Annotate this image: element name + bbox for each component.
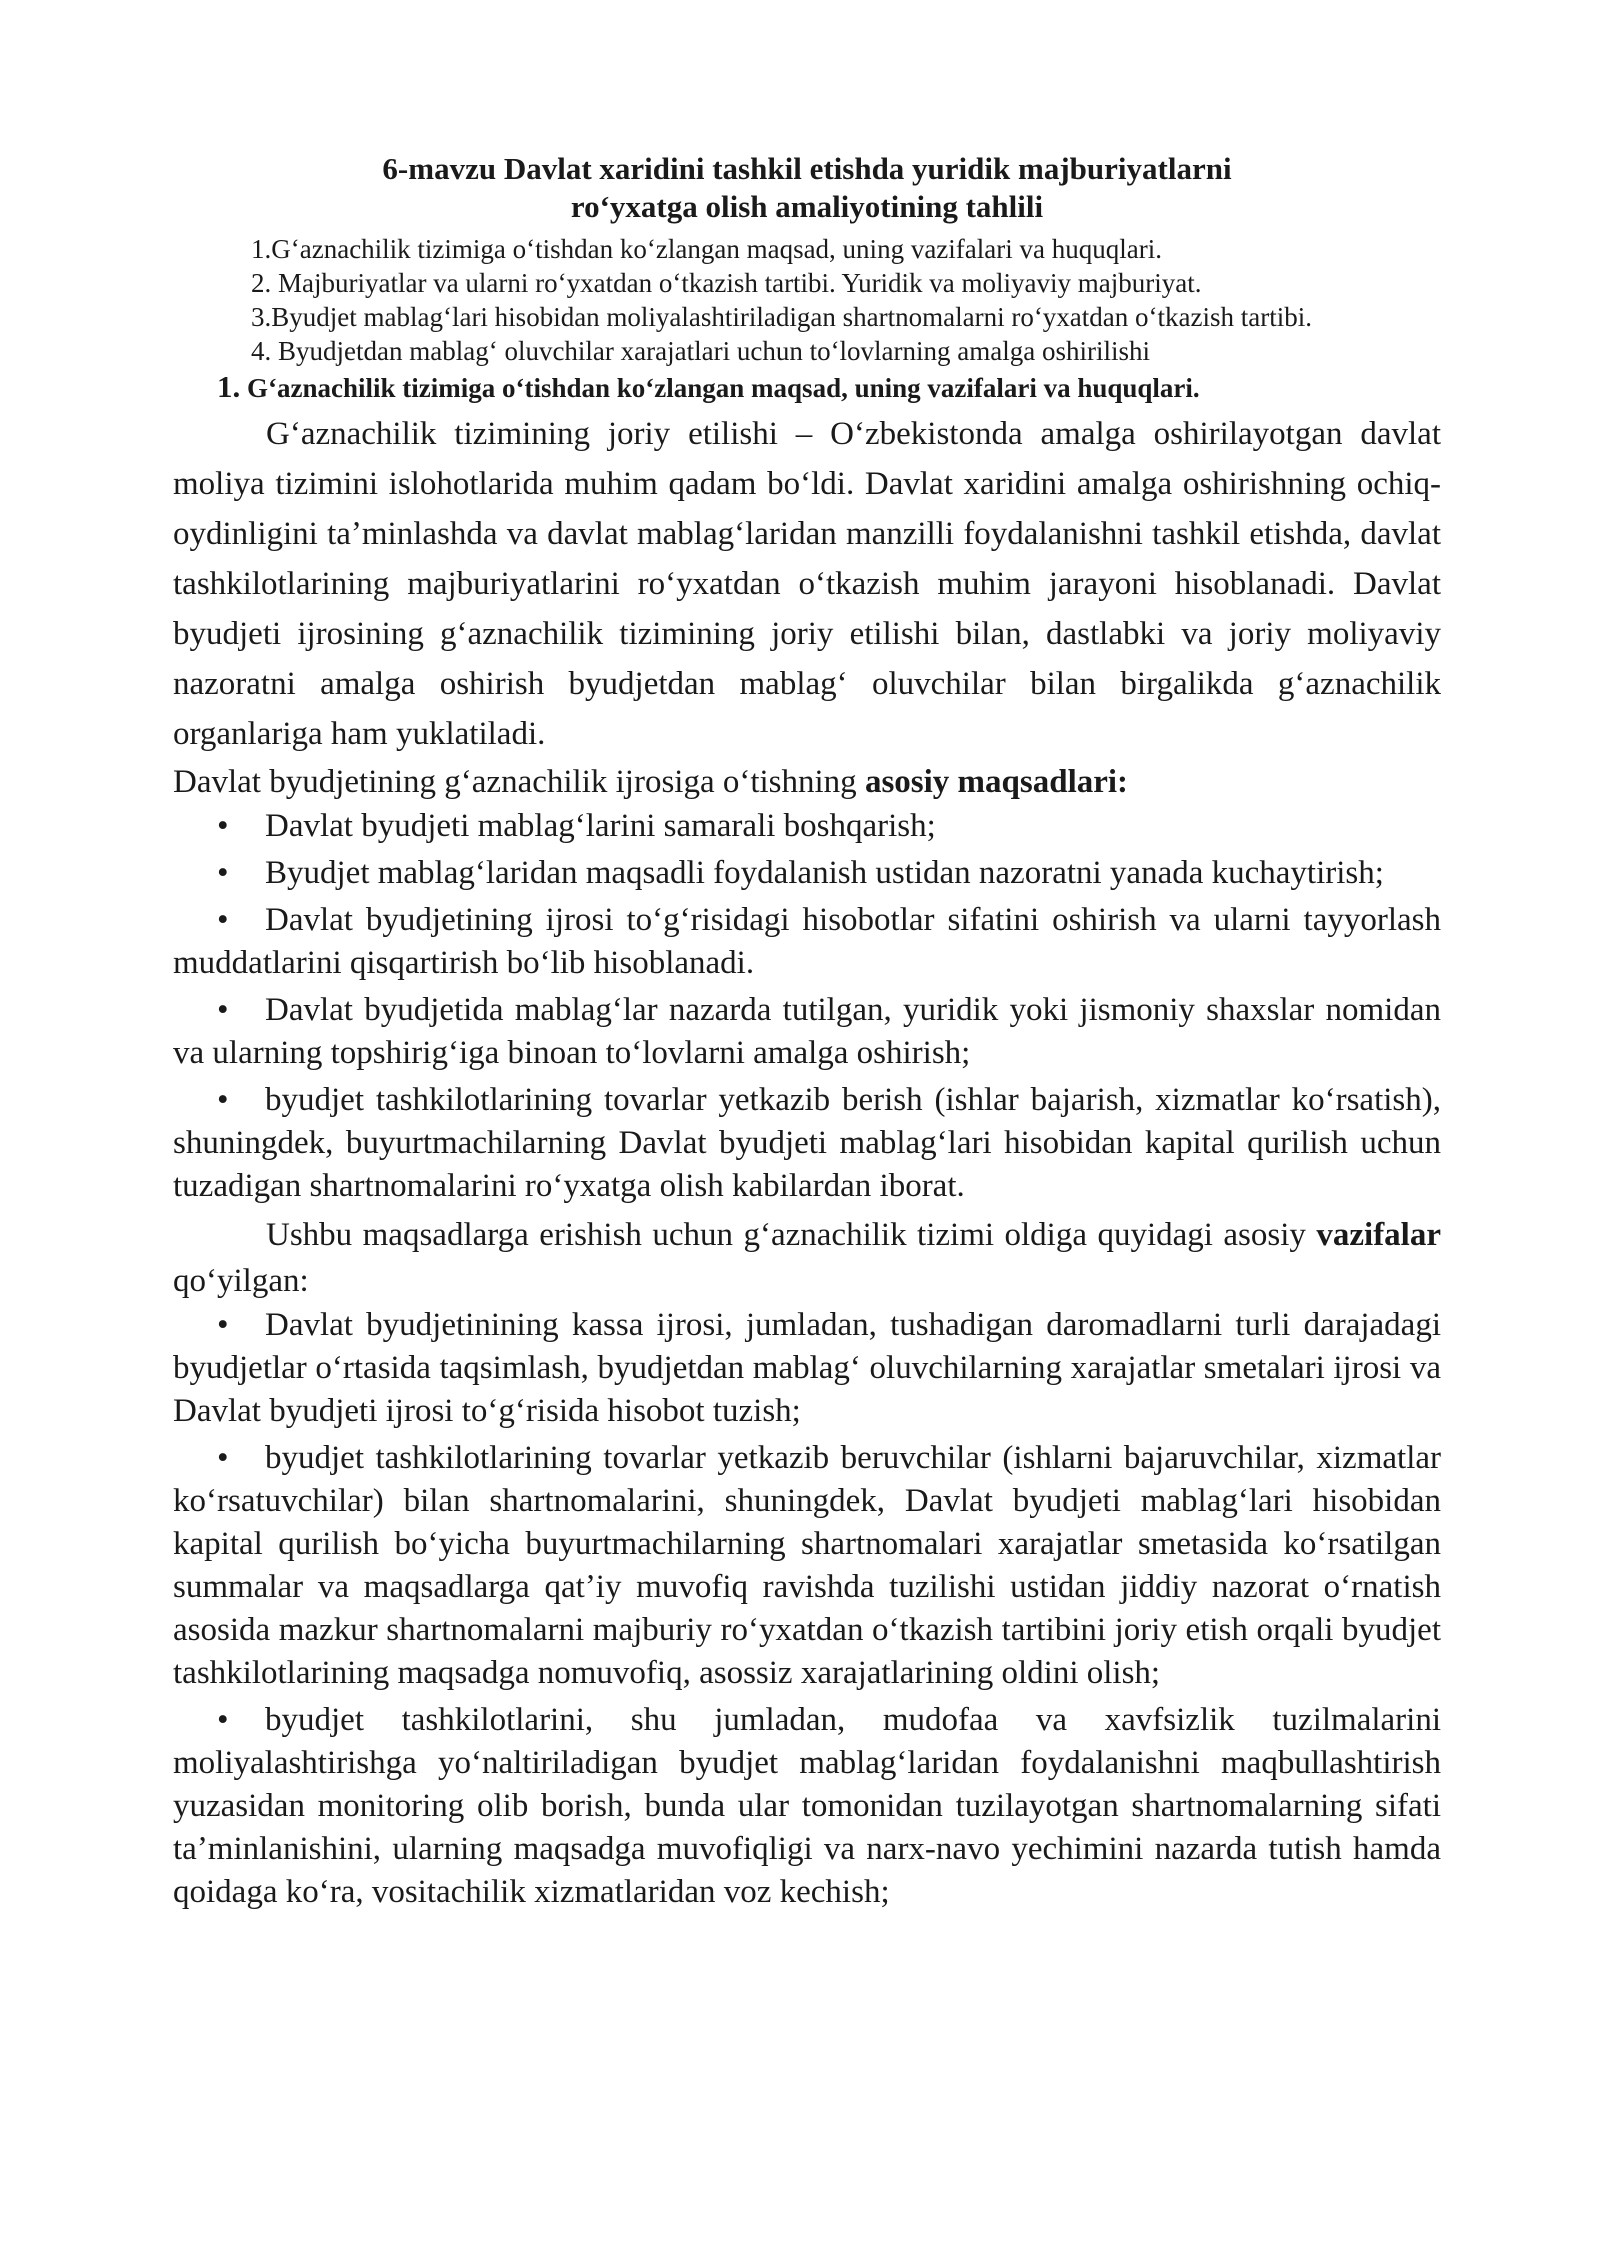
- document-page: [173, 150, 1441, 1918]
- intro-paragraph: Gʻaznachilik tizimining joriy etilishi – Oʻzbekistonda amalga oshirilayotgan davlat moliya tizimini islohotlarida muhim qadam boʻldi. Davlat xaridini amalga oshirishning ochiq-oydinligini taʼminlashda va davlat mablagʻlaridan manzilli foydalanishni tashkil etishda, davlat tashkilotlarining majburiyatlarini roʻyxatdan oʻtkazish muhim jarayoni hisoblanadi. Davlat byudjeti ijrosining gʻaznachilik tizimining joriy etilishi bilan, dastlabki va joriy moliyaviy nazoratni amalga oshirish byudjetdan mablagʻ oluvchilar bilan birgalikda gʻaznachilik organlariga ham yuklatiladi.: [173, 416, 1441, 752]
- bullet-icon: •: [217, 1702, 229, 1738]
- goals-lead-bold: asosiy maqsadlari:: [864, 764, 1129, 800]
- tasks-lead-bold: vazifalar: [1316, 1217, 1441, 1253]
- tasks-list: [173, 1304, 1441, 1914]
- list-item: [173, 805, 1441, 848]
- title-line-1: 6-mavzu Davlat xaridini tashkil etishda yuridik majburiyatlarni: [382, 151, 1232, 186]
- bullet-icon: •: [217, 1082, 229, 1118]
- list-item-text: Davlat byudjetinining kassa ijrosi, jumladan, tushadigan daromadlarni turli darajadagi byudjetlar oʻrtasida taqsimlash, byudjetdan mablagʻ oluvchilarning xarajatlar smetalari ijrosi va Davlat byudjeti ijrosi toʻgʻrisida hisobot tuzish;: [173, 1307, 1441, 1429]
- outline-item: 3.Byudjet mablagʻlari hisobidan moliyalashtiriladigan shartnomalarni roʻyxatdan oʻtkazish tartibi.: [251, 302, 1312, 332]
- tasks-lead-text: Ushbu maqsadlarga erishish uchun gʻaznachilik tizimi oldiga quyidagi asosiy: [266, 1217, 1317, 1253]
- goals-lead: [173, 759, 1441, 805]
- list-item: [173, 1699, 1441, 1914]
- page-title: [173, 150, 1441, 226]
- bullet-icon: •: [217, 902, 229, 938]
- section-heading: [173, 370, 1441, 405]
- list-item: [173, 1079, 1441, 1208]
- goals-list: [173, 805, 1441, 1208]
- list-item-text: byudjet tashkilotlarining tovarlar yetkazib beruvchilar (ishlarni bajaruvchilar, xizmatlar koʻrsatuvchilar) bilan shartnomalarini, shuningdek, Davlat byudjeti mablagʻlari hisobidan kapital qurilish boʻyicha buyurtmachilarning shartnomalari xarajatlar smetasida koʻrsatilgan summalar va maqsadlarga qatʼiy muvofiq ravishda tuzilishi ustidan jiddiy nazorat oʻrnatish asosida mazkur shartnomalarni majburiy roʻyxatdan oʻtkazish tartibini joriy etish orqali byudjet tashkilotlarining maqsadga nomuvofiq, asossiz xarajatlarining oldini olish;: [173, 1440, 1441, 1691]
- list-item: [173, 899, 1441, 985]
- outline-item: 4. Byudjetdan mablagʻ oluvchilar xarajatlari uchun toʻlovlarning amalga oshirilishi: [251, 336, 1151, 366]
- section-number: 1.: [217, 369, 241, 404]
- section-heading-text: Gʻaznachilik tizimiga oʻtishdan koʻzlangan maqsad, uning vazifalari va huquqlari.: [247, 373, 1200, 403]
- tasks-lead: [173, 1212, 1441, 1304]
- list-item: [173, 1437, 1441, 1695]
- bullet-icon: •: [217, 855, 229, 891]
- goals-lead-text: Davlat byudjetining gʻaznachilik ijrosiga oʻtishning: [173, 764, 865, 800]
- title-line-2: roʻyxatga olish amaliyotining tahlili: [570, 189, 1044, 224]
- list-item-text: Davlat byudjetida mablagʻlar nazarda tutilgan, yuridik yoki jismoniy shaxslar nomidan va ularning topshirigʻiga binoan toʻlovlarni amalga oshirish;: [173, 992, 1441, 1071]
- list-item-text: Davlat byudjeti mablagʻlarini samarali boshqarish;: [265, 808, 936, 844]
- topic-outline: [173, 232, 1441, 368]
- list-item: [173, 852, 1441, 895]
- tasks-lead-end: qoʻyilgan:: [173, 1263, 309, 1299]
- outline-item: 1.Gʻaznachilik tizimiga oʻtishdan koʻzlangan maqsad, uning vazifalari va huquqlari.: [251, 234, 1162, 264]
- list-item: [173, 1304, 1441, 1433]
- list-item-text: byudjet tashkilotlarini, shu jumladan, mudofaa va xavfsizlik tuzilmalarini moliyalashtirishga yoʻnaltiriladigan byudjet mablagʻlaridan foydalanishni maqbullashtirish yuzasidan monitoring olib borish, bunda ular tomonidan tuzilayotgan shartnomalarning sifati taʼminlanishini, ularning maqsadga muvofiqligi va narx-navo yechimini nazarda tutish hamda qoidaga koʻra, vositachilik xizmatlaridan voz kechish;: [173, 1702, 1441, 1910]
- list-item-text: Davlat byudjetining ijrosi toʻgʻrisidagi hisobotlar sifatini oshirish va ularni tayyorlash muddatlarini qisqartirish boʻlib hisoblanadi.: [173, 902, 1441, 981]
- outline-item: 2. Majburiyatlar va ularni roʻyxatdan oʻtkazish tartibi. Yuridik va moliyaviy majburiyat.: [251, 268, 1202, 298]
- bullet-icon: •: [217, 808, 229, 844]
- bullet-icon: •: [217, 1440, 229, 1476]
- bullet-icon: •: [217, 992, 229, 1028]
- list-item-text: byudjet tashkilotlarining tovarlar yetkazib berish (ishlar bajarish, xizmatlar koʻrsatish), shuningdek, buyurtmachilarning Davlat byudjeti mablagʻlari hisobidan kapital qurilish uchun tuzadigan shartnomalarini roʻyxatga olish kabilardan iborat.: [173, 1082, 1441, 1204]
- list-item: [173, 989, 1441, 1075]
- list-item-text: Byudjet mablagʻlaridan maqsadli foydalanish ustidan nazoratni yanada kuchaytirish;: [265, 855, 1384, 891]
- bullet-icon: •: [217, 1307, 229, 1343]
